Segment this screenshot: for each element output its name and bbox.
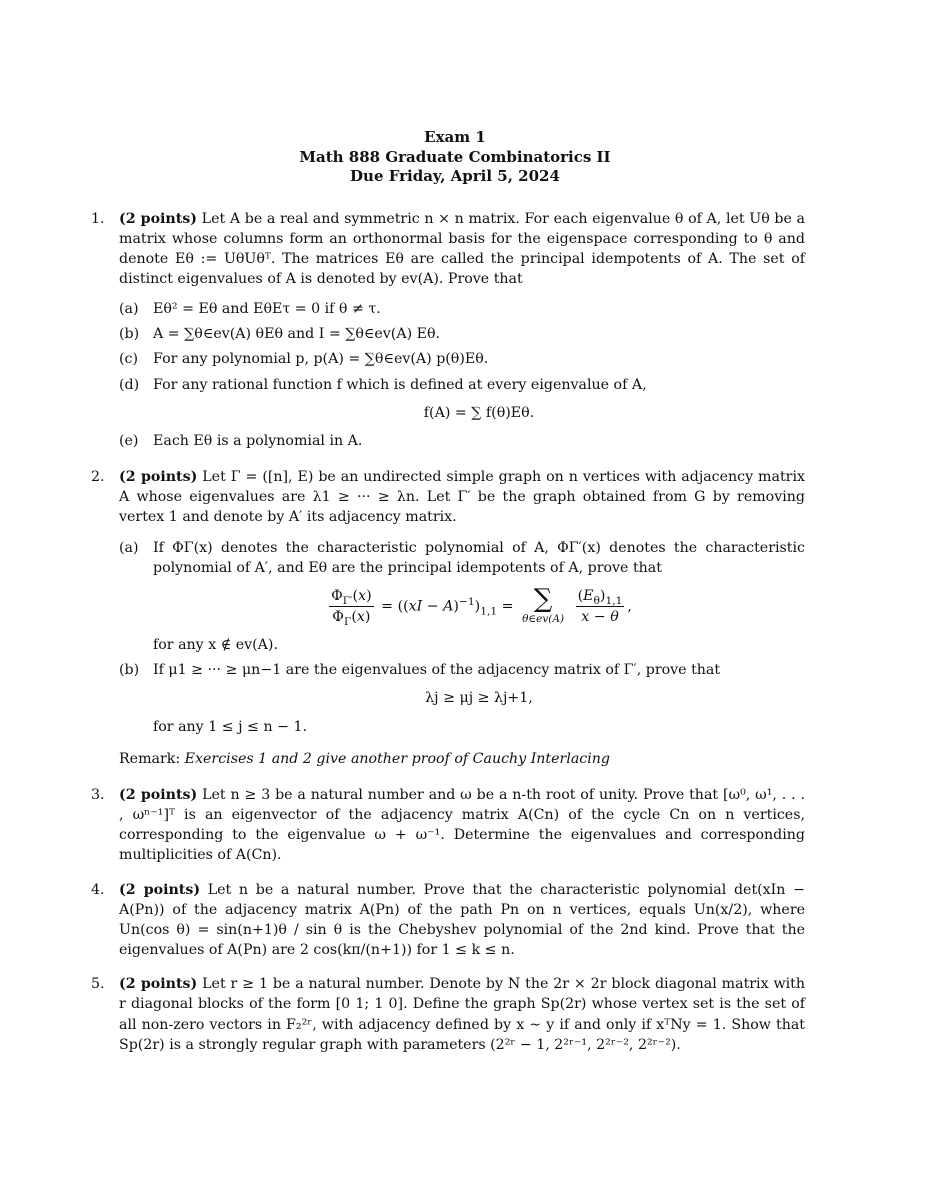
display-equation: f(A) = ∑ f(θ)Eθ. xyxy=(423,404,535,421)
display-equation: λj ≥ μj ≥ λj+1, xyxy=(425,690,533,707)
problem-2-part-b: (b) If μ1 ≥ ··· ≥ μn−1 are the eigenvalues of the adjacency matrix of Γ′, prove that λj ≥ μj ≥ λj+1, for any 1 ≤ j ≤ n − 1. xyxy=(119,660,805,736)
problem-1-part-a: (a) Eθ² = Eθ and EθEτ = 0 if θ ≠ τ. xyxy=(119,301,381,318)
problem-4 xyxy=(91,880,805,961)
exam-header xyxy=(105,128,805,187)
due-date: Due Friday, April 5, 2024 xyxy=(350,167,560,185)
exam-title: Exam 1 xyxy=(424,128,486,146)
exam-page xyxy=(91,128,805,1055)
problem-1-part-b: (b) A = ∑θ∈ev(A) θEθ and I = ∑θ∈ev(A) Eθ. xyxy=(119,326,441,343)
problem-points: (2 points) xyxy=(119,469,198,486)
problem-1-part-e: (e) Each Eθ is a polynomial in A. xyxy=(119,432,363,449)
problem-2 xyxy=(91,467,805,769)
problem-number: 3. xyxy=(91,786,105,803)
problem-number: 1. xyxy=(91,210,105,227)
remark: Remark: Exercises 1 and 2 give another proof of Cauchy Interlacing xyxy=(119,750,611,767)
problem-points: (2 points) xyxy=(119,786,198,803)
problem-text: Let r ≥ 1 be a natural number. Denote by N the 2r × 2r block diagonal matrix with r diagonal blocks of the form [0 1; 1 0]. Define the graph Sp(2r) whose vertex set is the set of all non-zero vectors in F₂²ʳ, with adjacency defined by x ∼ y if and only if xᵀNy = 1. Show that Sp(2r) is a strongly regular graph with parameters (2²ʳ − 1, 2²ʳ⁻¹, 2²ʳ⁻², 2²ʳ⁻²). xyxy=(119,976,805,1053)
problem-text: Let n ≥ 3 be a natural number and ω be a n-th root of unity. Prove that [ω⁰, ω¹, . . . , ωⁿ⁻¹]ᵀ is an eigenvector of the adjacency matrix A(Cn) of the cycle Cn on n vertices, corresponding to the eigenvalue ω + ω⁻¹. Determine the eigenvalues and corresponding multiplicities of A(Cn). xyxy=(119,786,805,864)
display-equation: $\frac{\Phi_{\Gamma'}(x)}{\Phi_\Gamma(x)}$ = $((xI - A)^{-1})_{1,1}$ = ∑ θ∈ev(A) $\frac{(E_\theta)_{1,1}}{x - \theta}$ , xyxy=(331,584,632,628)
problem-5 xyxy=(91,974,805,1055)
problem-points: (2 points) xyxy=(119,881,201,898)
problem-number: 4. xyxy=(91,881,105,898)
problem-3 xyxy=(91,785,805,866)
problem-points: (2 points) xyxy=(119,210,198,227)
problem-2-part-a: (a) If ΦΓ(x) denotes the characteristic polynomial of A, ΦΓ′(x) denotes the characteristic polynomial of A′, and Eθ are the principal idempotents of A, prove that $\frac{\Phi_{\Gamma'}(x)}{\Phi_\Gamma(x)}$ = $((xI - A)^{-1})_{1,1}$ = ∑ θ∈ev(A) $\frac{(E_\theta)_{1,1}}{x - \theta}$ , for any x ∉ ev(A). xyxy=(119,539,805,654)
problem-text: Let n be a natural number. Prove that the characteristic polynomial det(xIn − A(Pn)) of the adjacency matrix A(Pn) of the path Pn on n vertices, equals Un(x/2), where Un(cos θ) = sin(n+1)θ / sin θ is the Chebyshev polynomial of the 2nd kind. Prove that the eigenvalues of A(Pn) are 2 cos(kπ/(n+1)) for 1 ≤ k ≤ n. xyxy=(119,881,805,959)
problem-1-part-c: (c) For any polynomial p, p(A) = ∑θ∈ev(A) p(θ)Eθ. xyxy=(119,351,489,368)
problem-1-part-d: (d) For any rational function f which is defined at every eigenvalue of A, f(A) = ∑ f(θ)Eθ. xyxy=(119,375,805,423)
course-title: Math 888 Graduate Combinatorics II xyxy=(299,147,611,166)
problem-points: (2 points) xyxy=(119,976,198,993)
problem-text: Let Γ = ([n], E) be an undirected simple graph on n vertices with adjacency matrix A whose eigenvalues are λ1 ≥ ··· ≥ λn. Let Γ′ be the graph obtained from G by removing vertex 1 and denote by A′ its adjacency matrix. xyxy=(119,469,805,526)
problem-number: 2. xyxy=(91,469,105,486)
problem-text: Let A be a real and symmetric n × n matrix. For each eigenvalue θ of A, let Uθ be a matrix whose columns form an orthonormal basis for the eigenspace corresponding to θ and denote Eθ := UθUθᵀ. The matrices Eθ are called the principal idempotents of A. The set of distinct eigenvalues of A is denoted by ev(A). Prove that xyxy=(119,210,805,287)
problem-1 xyxy=(91,209,805,452)
problem-number: 5. xyxy=(91,976,105,993)
